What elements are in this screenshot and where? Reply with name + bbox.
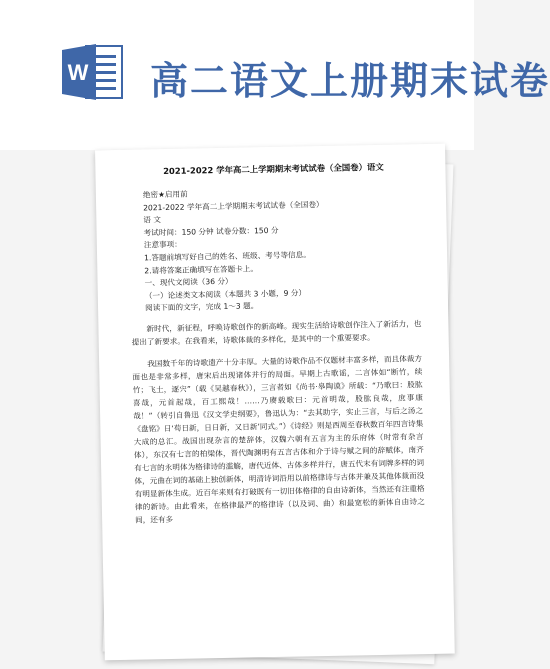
subject-line: 语 文 [143, 215, 162, 225]
paragraph: 我国数千年的诗歌遗产十分丰厚。大量的诗歌作品不仅题材丰富多样，而且体裁方面也是非常多样，唐宋后出现诸体并行的局面。早期上古歌谣，二言体如“断竹，续竹；飞土，逐宍”（载《吴越春秋》），三言者如《尚书·皋陶谟》所载：“乃歌曰：股肱喜哉，元首起哉，百工熙哉！……乃赓载歌曰：元首明哉，股肱良哉，庶事康哉！”（转引自鲁迅《汉文学史纲要》，鲁迅认为：“去其助字，实止三言，与后之汤之《盘铭》日‘苟日新，日日新，又日新’同式。”）《诗经》则是西周至春秋数百年四言诗集大成的总汇。战国出现杂言的楚辞体，汉魏六朝有五言为主的乐府体（时常有杂言体），东汉有七言的柏梁体，晋代陶渊明有五言古体和介于诗与赋之间的辞赋体，南齐有七言的永明体为格律诗的滥觞，唐代近体、古体多样并行，唐五代末有词牌多样的词体，元曲在词的基础上独创新体，明清诗词沿用以前格律诗与古体并兼及其他体裁而没有明显新体生成。近百年来则有打破既有一切旧体格律的自由诗新体，当然还有注重格律的新诗。由此看来，在格律最严的格律诗（以及词、曲）和最宽松的新体自由诗之间，还有多 [132, 354, 425, 525]
exam-name-line: 2021-2022 学年高二上学期期末考试试卷（全国卷） [143, 199, 324, 213]
subsection-heading: （一）论述类文本阅读（本题共 3 小题，9 分） [144, 288, 307, 301]
exam-title: 2021-2022 学年高二上学期期末考试试卷（全国卷）语文 [163, 161, 384, 177]
exam-time-line: 考试时间：150 分钟 试卷分数：150 分 [143, 225, 279, 238]
word-icon-letter: W [67, 60, 89, 85]
reading-instruction: 阅读下面的文字，完成 1～3 题。 [144, 301, 259, 313]
note-item-1: 1.答题前填写好自己的姓名、班级、考号等信息。 [144, 250, 311, 263]
banner [0, 0, 550, 150]
banner-title: 高二语文上册期末试卷 [150, 58, 550, 103]
confidential-mark: 绝密★启用前 [142, 189, 188, 200]
document-page [95, 144, 455, 661]
note-item-2: 2.请将答案正确填写在答题卡上。 [144, 263, 258, 275]
word-document-icon [62, 42, 124, 102]
notes-heading: 注意事项： [143, 240, 182, 250]
section-heading: 一、现代文阅读（36 分） [144, 276, 233, 288]
paragraph: 新时代，新征程，呼唤诗歌创作的新高峰。现实生活给诗歌创作注入了新活力，也提出了新要求。在我看来，诗歌体裁的多样化，是其中的一个重要要求。 [131, 319, 422, 347]
